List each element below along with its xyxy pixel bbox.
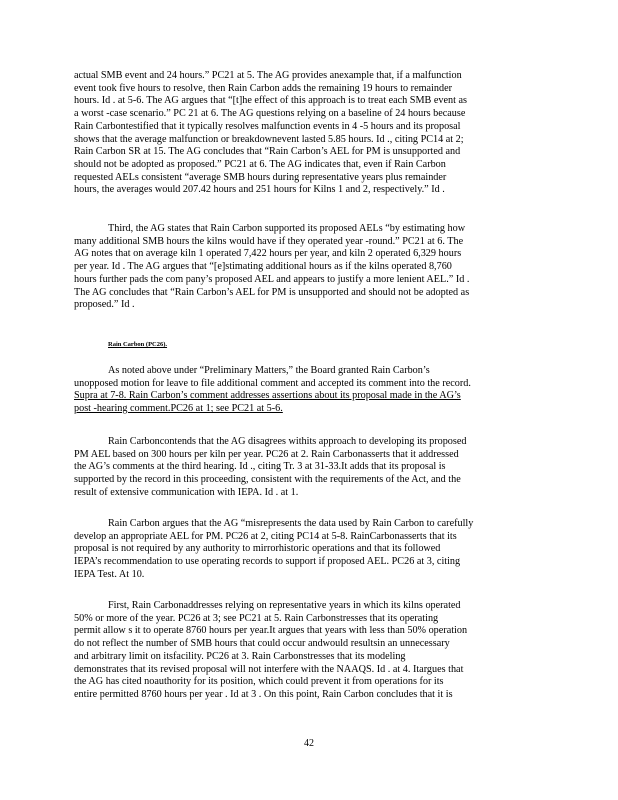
text-line: per year. Id . The AG argues that “[e]stimating additional hours as if the kilns operated 8,760	[74, 261, 452, 273]
text-line: the AG has cited noauthority for its position, which could prevent it from operations for its	[74, 676, 444, 688]
text-line: permit allow s it to operate 8760 hours per year.It argues that years with less than 50% operation	[74, 625, 468, 637]
text-line: Rain Carboncontends that the AG disagrees withits approach to developing its proposed	[108, 436, 467, 447]
text-line: requested AELs consistent “average SMB hours during representative years plus remainder	[74, 171, 447, 183]
text-line: supported by the record in this proceeding, consistent with the requirements of the Act, and the	[74, 474, 461, 486]
text-line: entire permitted 8760 hours per year . Id at 3 . On this point, Rain Carbon concludes that it is	[74, 688, 453, 700]
text-line: result of extensive communication with IEPA. Id . at 1.	[74, 486, 299, 498]
text-line: hours. Id . at 5-6. The AG argues that “[t]he effect of this approach is to treat each SMB event as	[74, 95, 467, 107]
section-heading: Rain Carbon (PC26).	[108, 341, 168, 348]
text-line: Rain Carbon argues that the AG “misrepresents the data used by Rain Carbon to carefully	[108, 518, 474, 529]
text-line: unopposed motion for leave to file additional comment and accepted its comment into the record.	[74, 377, 471, 389]
text-line: PM AEL based on 300 hours per kiln per year. PC26 at 2. Rain Carbonasserts that it addressed	[74, 448, 459, 460]
paragraph-ag-year-round	[74, 223, 540, 312]
text-line: IEPA’s recommendation to use operating records to support if proposed AEL. PC26 at 3, citing	[74, 556, 461, 568]
text-line: a worst -case scenario.” PC 21 at 6. The AG questions relying on a baseline of 24 hours because	[74, 108, 466, 120]
paragraph-misrepresents-data	[74, 518, 540, 582]
text-line: post -hearing comment.PC26 at 1; see PC21 at 5-6.	[74, 403, 283, 415]
text-line: actual SMB event and 24 hours.” PC21 at 5. The AG provides anexample that, if a malfunction	[74, 70, 462, 81]
text-line: Third, the AG states that Rain Carbon supported its proposed AELs “by estimating how	[108, 223, 466, 234]
text-line: Rain Carbon SR at 15. The AG concludes that “Rain Carbon’s AEL for PM is unsupported and	[74, 146, 461, 158]
text-line: proposal is not required by any authority to mirrorhistoric operations and that its followed	[74, 543, 441, 555]
text-line: and arbitrary limit on itsfacility. PC26 at 3. Rain Carbonstresses that its modeling	[74, 650, 406, 662]
text-line: 50% or more of the year. PC26 at 3; see PC21 at 5. Rain Carbonstresses that its operating	[74, 612, 439, 624]
text-line: shows that the average malfunction or breakdownevent lasted 5.85 hours. Id ., citing PC14 at 2;	[74, 133, 464, 145]
text-line: many additional SMB hours the kilns would have if they operated year -round.” PC21 at 6. The	[74, 235, 464, 247]
text-line: The AG concludes that “Rain Carbon’s AEL for PM is unsupported and should not be adopted as	[74, 286, 470, 298]
paragraph-rain-carbon-contends	[74, 436, 540, 500]
text-line: do not reflect the number of SMB hours that could occur andwould resultsin an unnecessary	[74, 638, 450, 650]
text-line: IEPA Test. At 10.	[74, 568, 145, 580]
paragraph-representative-years	[74, 600, 540, 702]
page-number: 42	[304, 738, 314, 749]
text-line: First, Rain Carbonaddresses relying on representative years in which its kilns operated	[108, 600, 461, 611]
text-line: event took five hours to resolve, then Rain Carbon adds the remaining 19 hours to remainder	[74, 82, 452, 94]
text-line: should not be adopted as proposed.” PC21 at 6. The AG indicates that, even if Rain Carbon	[74, 158, 446, 170]
paragraph-preliminary-matters	[74, 365, 540, 416]
text-line: Rain Carbontestified that it typically resolves malfunction events in 4 -5 hours and its proposal	[74, 120, 461, 132]
text-line: As noted above under “Preliminary Matters,” the Board granted Rain Carbon’s	[108, 365, 430, 376]
text-line: hours further pads the com pany’s proposed AEL and appears to justify a more lenient AEL.” Id .	[74, 273, 470, 285]
text-line: develop an appropriate AEL for PM. PC26 at 2, citing PC14 at 5-8. RainCarbonasserts that its	[74, 530, 457, 542]
text-line: proposed.” Id .	[74, 299, 135, 311]
paragraph-ag-smb-baseline	[74, 70, 540, 197]
text-line: the AG’s comments at the third hearing. Id ., citing Tr. 3 at 31-33.It adds that its proposal is	[74, 461, 446, 473]
text-line: hours, the averages would 207.42 hours and 251 hours for Kilns 1 and 2, respectively.” Id .	[74, 184, 445, 196]
text-line: demonstrates that its revised proposal will not interfere with the NAAQS. Id . at 4. Itargues that	[74, 663, 464, 675]
text-line: Supra at 7-8. Rain Carbon’s comment addresses assertions about its proposal made in the AG’s	[74, 390, 461, 402]
text-line: AG notes that on average kiln 1 operated 7,422 hours per year, and kiln 2 operated 6,329 hours	[74, 248, 462, 260]
